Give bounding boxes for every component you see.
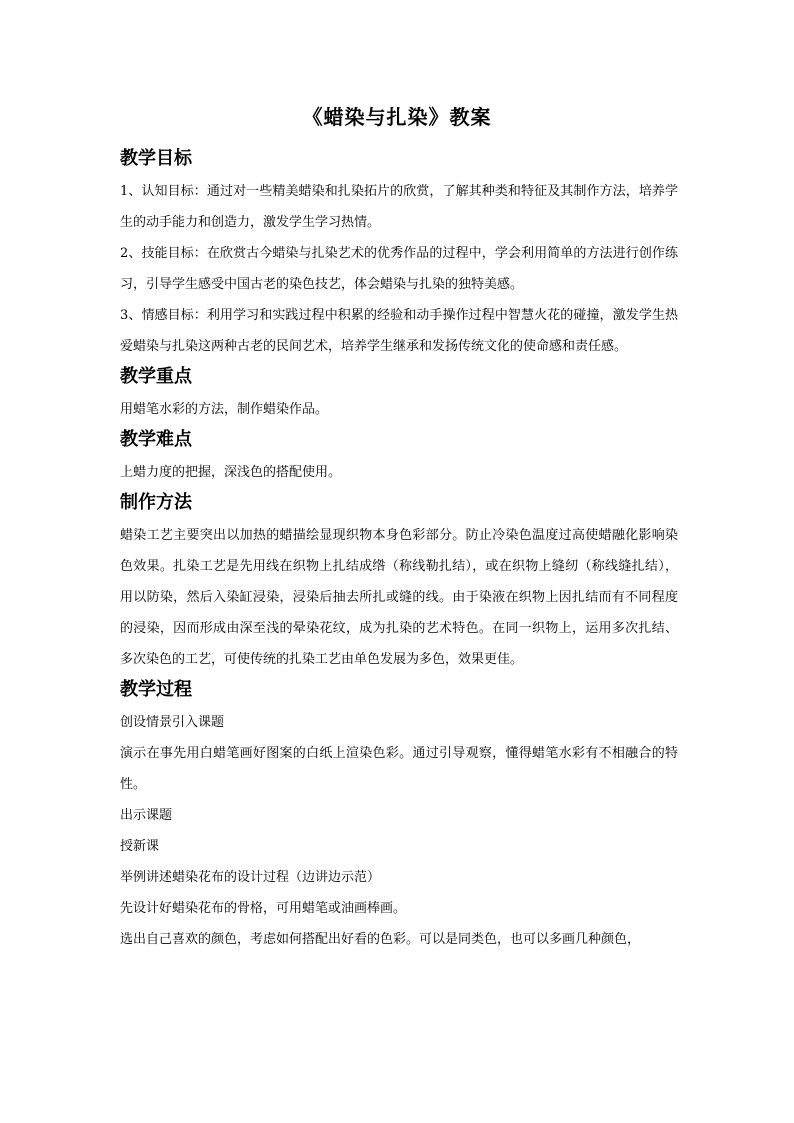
heading-difficulties: 教学难点 <box>120 429 192 450</box>
process-line: 先设计好蜡染花布的骨格，可用蜡笔或油画棒画。 <box>120 901 407 916</box>
process-line: 出示课题 <box>120 808 173 823</box>
method-text: 蜡染工艺主要突出以加热的蜡描绘显现织物本身色彩部分。防止冷染色温度过高使蜡融化影响染色效果。扎染工艺是先用线在织物上扎结成绺（称线勒扎结），或在织物上缝纫（称线缝扎结），用以防染，然后入染缸浸染，浸染后抽去所扎或缝的线。由于染液在织物上因扎结而有不同程度的浸染，因而形成由深至浅的晕染花纹，成为扎染的艺术特色。在同一织物上，运用多次扎结、多次染色的工艺，可使传统的扎染工艺由单色发展为多色，效果更佳。 <box>120 528 678 667</box>
heading-key-points: 教学重点 <box>120 366 192 387</box>
objective-skill: 2、技能目标：在欣赏古今蜡染与扎染艺术的优秀作品的过程中，学会利用简单的方法进行创作练习，引导学生感受中国古老的染色技艺，体会蜡染与扎染的独特美感。 <box>120 246 678 292</box>
heading-process: 教学过程 <box>120 679 192 700</box>
process-line: 创设情景引入课题 <box>120 715 225 730</box>
difficulties-text: 上蜡力度的把握，深浅色的搭配使用。 <box>120 465 342 480</box>
document-body <box>120 144 678 955</box>
key-points-text: 用蜡笔水彩的方法，制作蜡染作品。 <box>120 402 329 417</box>
process-line: 选出自己喜欢的颜色，考虑如何搭配出好看的色彩。可以是同类色，也可以多画几种颜色， <box>120 932 641 947</box>
heading-objectives: 教学目标 <box>120 148 192 169</box>
process-line: 演示在事先用白蜡笔画好图案的白纸上渲染色彩。通过引导观察，懂得蜡笔水彩有不相融合的特性。 <box>120 746 678 792</box>
process-line: 举例讲述蜡染花布的设计过程（边讲边示范） <box>120 870 381 885</box>
process-line: 授新课 <box>120 839 160 854</box>
heading-method: 制作方法 <box>120 492 192 513</box>
objective-emotional: 3、情感目标：利用学习和实践过程中积累的经验和动手操作过程中智慧火花的碰撞，激发学生热爱蜡染与扎染这两种古老的民间艺术，培养学生继承和发扬传统文化的使命感和责任感。 <box>120 308 678 354</box>
document-title: 《蜡染与扎染》教案 <box>302 105 492 129</box>
objective-cognitive: 1、认知目标：通过对一些精美蜡染和扎染拓片的欣赏，了解其种类和特征及其制作方法，培养学生的动手能力和创造力，激发学生学习热情。 <box>120 184 678 230</box>
